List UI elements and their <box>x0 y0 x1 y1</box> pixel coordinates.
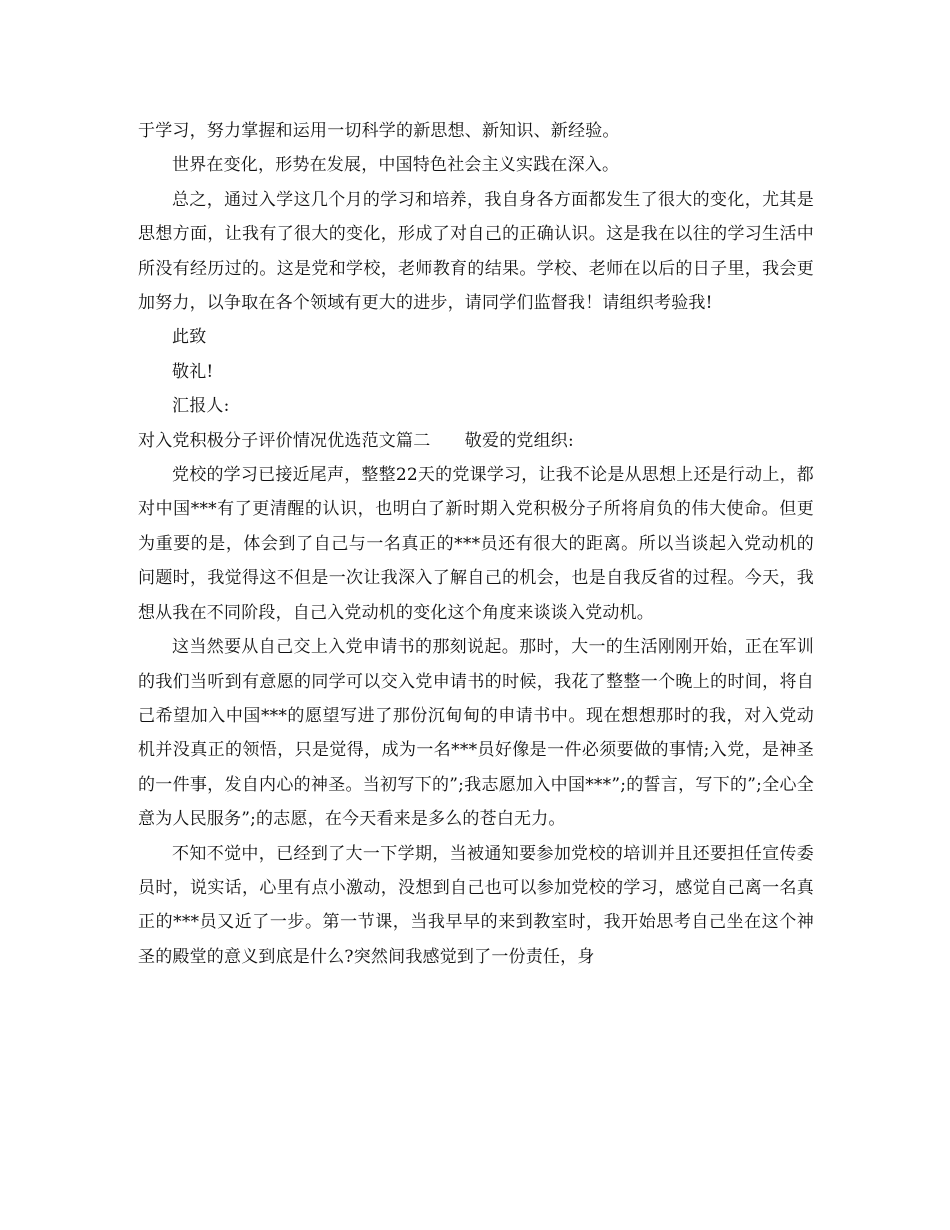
closing-respect: 敬礼! <box>172 361 214 382</box>
paragraph-world-changing: 世界在变化，形势在发展，中国特色社会主义实践在深入。 <box>172 155 620 176</box>
paragraph-application: 这当然要从自己交上入党申请书的那刻说起。那时，大一的生活刚刚开始，正在军训的我们当听到有意愿的同学可以交入党申请书的时候，我花了整整一个晚上的时间，将自己希望加入中国***的愿望写进了那份沉甸甸的申请书中。现在想想那时的我，对入党动机并没真正的领悟，只是觉得，成为一名***员好像是一件必须要做的事情;入党，是神圣的一件事，发自内心的神圣。当初写下的”;我志愿加入中国***”;的誓言，写下的”;全心全意为人民服务”;的志愿，在今天看来是多么的苍白无力。 <box>138 637 814 830</box>
section-heading: 对入党积极分子评价情况优选范文篇二 敬爱的党组织: <box>138 430 574 451</box>
closing-salutation: 此致 <box>172 327 207 348</box>
paragraph-continuation: 于学习，努力掌握和运用一切科学的新思想、新知识、新经验。 <box>138 121 620 141</box>
paragraph-second-semester: 不知不觉中，已经到了大一下学期，当被通知要参加党校的培训并且还要担任宣传委员时，说实话，心里有点小激动，没想到自己也可以参加党校的学习，感觉自己离一名真正的***员又近了一步。第一节课，当我早早的来到教室时，我开始思考自己坐在这个神圣的殿堂的意义到底是什么?突然间我感觉到了一份责任，身 <box>138 843 814 967</box>
paragraph-party-school: 党校的学习已接近尾声，整整22天的党课学习，让我不论是从思想上还是行动上，都对中国***有了更清醒的认识，也明白了新时期入党积极分子所将肩负的伟大使命。但更为重要的是，体会到了自己与一名真正的***员还有很大的距离。所以当谈起入党动机的问题时，我觉得这不但是一次让我深入了解自己的机会，也是自我反省的过程。今天，我想从我在不同阶段，自己入党动机的变化这个角度来谈谈入党动机。 <box>138 465 814 623</box>
paragraph-summary: 总之，通过入学这几个月的学习和培养，我自身各方面都发生了很大的变化，尤其是思想方面，让我有了很大的变化，形成了对自己的正确认识。这是我在以往的学习生活中所没有经历过的。这是党和学校，老师教育的结果。学校、老师在以后的日子里，我会更加努力，以争取在各个领域有更大的进步，请同学们监督我！请组织考验我! <box>138 189 814 314</box>
reporter-signature-line: 汇报人: <box>172 396 230 417</box>
document-body <box>138 114 814 974</box>
